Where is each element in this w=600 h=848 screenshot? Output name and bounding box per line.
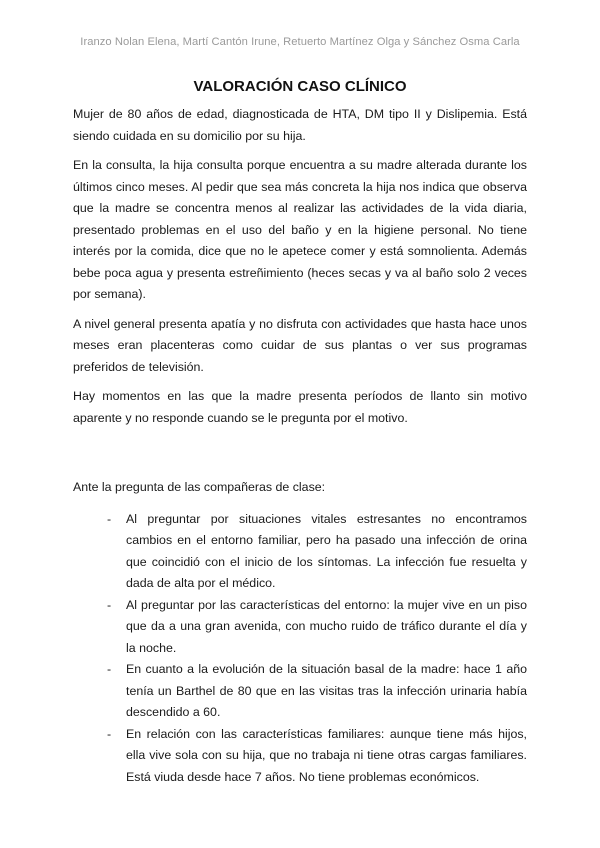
findings-list (73, 509, 527, 789)
paragraph-crying-episodes: Hay momentos en las que la madre presenta períodos de llanto sin motivo aparente y no responde cuando se le pregunta por el motivo. (73, 389, 527, 425)
paragraph-general-state: A nivel general presenta apatía y no disfruta con actividades que hasta hace unos meses eran placenteras como cuidar de sus plantas o ver sus programas preferidos de televisión. (73, 316, 527, 374)
bullet-dash: - (107, 726, 112, 741)
bullet-dash: - (107, 662, 112, 676)
list-item-text: En relación con las características familiares: aunque tiene más hijos, ella vive sola con su hija, que no trabaja ni tiene otras cargas familiares. Está viuda desde hace 7 años. No tiene problemas económicos. (126, 726, 527, 784)
list-item (73, 595, 527, 660)
paragraph-consultation: En la consulta, la hija consulta porque encuentra a su madre alterada durante los últimos cinco meses. Al pedir que sea más concreta la hija nos indica que observa que la madre se concentra menos al realizar las actividades de la vida diaria, presentado problemas en el uso del baño y en la higiene personal. No tiene interés por la comida, dice que no le apetece comer y está somnolienta. Además bebe poca agua y presenta estreñimiento (heces secas y va al baño solo 2 veces por semana). (73, 158, 527, 301)
list-item (73, 659, 527, 724)
paragraph-patient-summary: Mujer de 80 años de edad, diagnosticada de HTA, DM tipo II y Dislipemia. Está siendo cuidada en su domicilio por su hija. (73, 107, 527, 143)
document-title: VALORACIÓN CASO CLÍNICO (193, 78, 407, 95)
page-header-authors: Iranzo Nolan Elena, Martí Cantón Irune, Retuerto Martínez Olga y Sánchez Osma Carla (80, 36, 520, 48)
list-item-text: Al preguntar por las características del entorno: la mujer vive en un piso que da a una gran avenida, con mucho ruido de tráfico durante el día y la noche. (126, 597, 527, 655)
bullet-dash: - (107, 597, 112, 612)
list-item-text: Al preguntar por situaciones vitales estresantes no encontramos cambios en el entorno familiar, pero ha pasado una infección de orina que coincidió con el inicio de los síntomas. La infección fue resuelta y dada de alta por el médico. (126, 511, 527, 590)
list-item-text: En cuanto a la evolución de la situación basal de la madre: hace 1 año tenía un Barthel de 80 que en las visitas tras la infección urinaria había descendido a 60. (126, 662, 527, 719)
list-item (73, 724, 527, 789)
paragraph-classmates-question: Ante la pregunta de las compañeras de clase: (73, 480, 326, 494)
bullet-dash: - (107, 511, 112, 526)
document-body (73, 104, 527, 788)
list-item (73, 509, 527, 595)
